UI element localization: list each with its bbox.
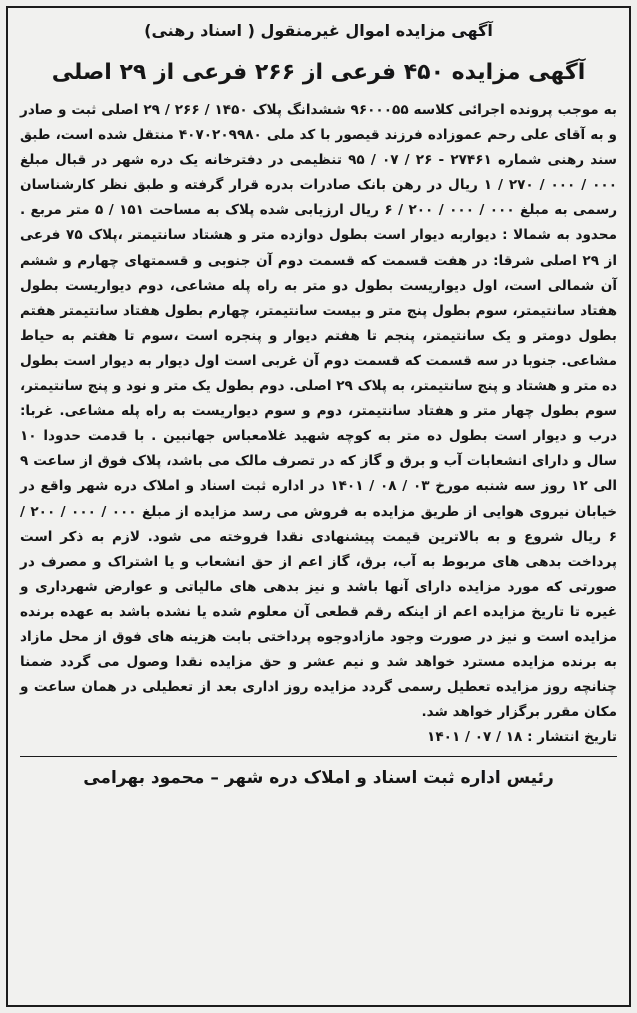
signature-line: رئیس اداره ثبت اسناد و املاک دره شهر – محمود بهرامی: [83, 768, 554, 789]
auction-notice: [6, 6, 631, 1007]
notice-headline: آگهی مزایده ۴۵۰ فرعی از ۲۶۶ فرعی از ۲۹ اصلی: [51, 60, 586, 85]
signature-divider: [20, 756, 617, 757]
notice-body: به موجب پرونده اجرائی کلاسه ۹۶۰۰۰۵۵ ششدانگ پلاک ۱۴۵۰ / ۲۶۶ / ۲۹ اصلی ثبت و صادر و به آقای علی رحم عموزاده فرزند قیصور با کد ملی ۴۰۷۰۲۰۹۹۸۰ منتقل شده است، طبق سند رهنی شماره ۲۷۴۶۱ - ۲۶ / ۰۷ / ۹۵ تنظیمی در دفترخانه یک دره شهر در قبال مبلغ ۰۰۰ / ۰۰۰ / ۲۷۰ / ۱ ریال در رهن بانک صادرات بدره قرار گرفته و طبق نظر کارشناسان رسمی به مبلغ ۰۰۰ / ۰۰۰ / ۲۰۰ / ۶ ریال ارزیابی شده پلاک به مساحت ۱۵۱ / ۵ متر مربع . محدود به شمالا : دیواربه دیوار است بطول دوازده متر و هشتاد سانتیمتر ،پلاک ۷۵ فرعی از ۲۹ اصلی شرقا: در هفت قسمت که قسمت دوم آن جنوبی و قسمتهای چهارم و ششم آن شمالی است، اول دیواریست بطول دو متر به راه پله مشاعی، دوم دیواریست بطول هفتاد سانتیمتر، سوم بطول پنج متر و بیست سانتیمتر، چهارم بطول هفتاد سانتیمتر هفتم بطول دومتر و یک سانتیمتر، پنجم تا هفتم دیوار و پنجره است ،سوم تا هفتم به حیاط مشاعی. جنوبا در سه قسمت که قسمت دوم آن غربی است اول دیوار به دیوار است بطول ده متر و هشتاد و پنج سانتیمتر، به پلاک ۲۹ اصلی. دوم بطول یک متر و نود و پنج سانتیمتر، سوم بطول چهار متر و هفتاد سانتیمتر، دوم و سوم دیواریست به راه پله مشاعی. غربا: درب و دیوار است بطول ده متر به کوچه شهید غلامعباس جهانبین . با قدمت حدودا ۱۰ سال و دارای انشعابات آب و برق و گاز که در تصرف مالک می باشد، پلاک فوق از ساعت ۹ الی ۱۲ روز سه شنبه مورخ ۰۳ / ۰۸ / ۱۴۰۱ در اداره ثبت اسناد و املاک دره شهر واقع در خیابان نیروی هوایی از طریق مزایده به فروش می رسد مزایده از مبلغ ۰۰۰ / ۰۰۰ / ۲۰۰ / ۶ ریال شروع و به بالاترین قیمت پیشنهادی نقدا فروخته می شود. لازم به ذکر است پرداخت بدهی های مربوط به آب، برق، گاز اعم از حق انشعاب و یا اشتراک و مصرف در صورتی که مورد مزایده دارای آنها باشد و نیز بدهی های مالیاتی و عوارض شهرداری و غیره تا تاریخ مزایده اعم از اینکه رقم قطعی آن معلوم شده یا نشده باشد به عهده برنده مزایده است و نیز در صورت وجود مازادوجوه پرداختی بابت هزینه های فوق از محل مازاد به برنده مزایده مسترد خواهد شد و نیم عشر و حق مزایده نقدا وصول می گردد ضمنا چنانچه روز مزایده تعطیل رسمی گردد مزایده روز اداری بعد از تعطیلی در همان ساعت و مکان مقرر برگزار خواهد شد.: [20, 102, 618, 721]
notice-supertitle: آگهی مزایده اموال غیرمنقول ( اسناد رهنی): [144, 21, 493, 40]
issue-date: تاریخ انتشار : ۱۸ / ۰۷ / ۱۴۰۱: [427, 729, 617, 746]
